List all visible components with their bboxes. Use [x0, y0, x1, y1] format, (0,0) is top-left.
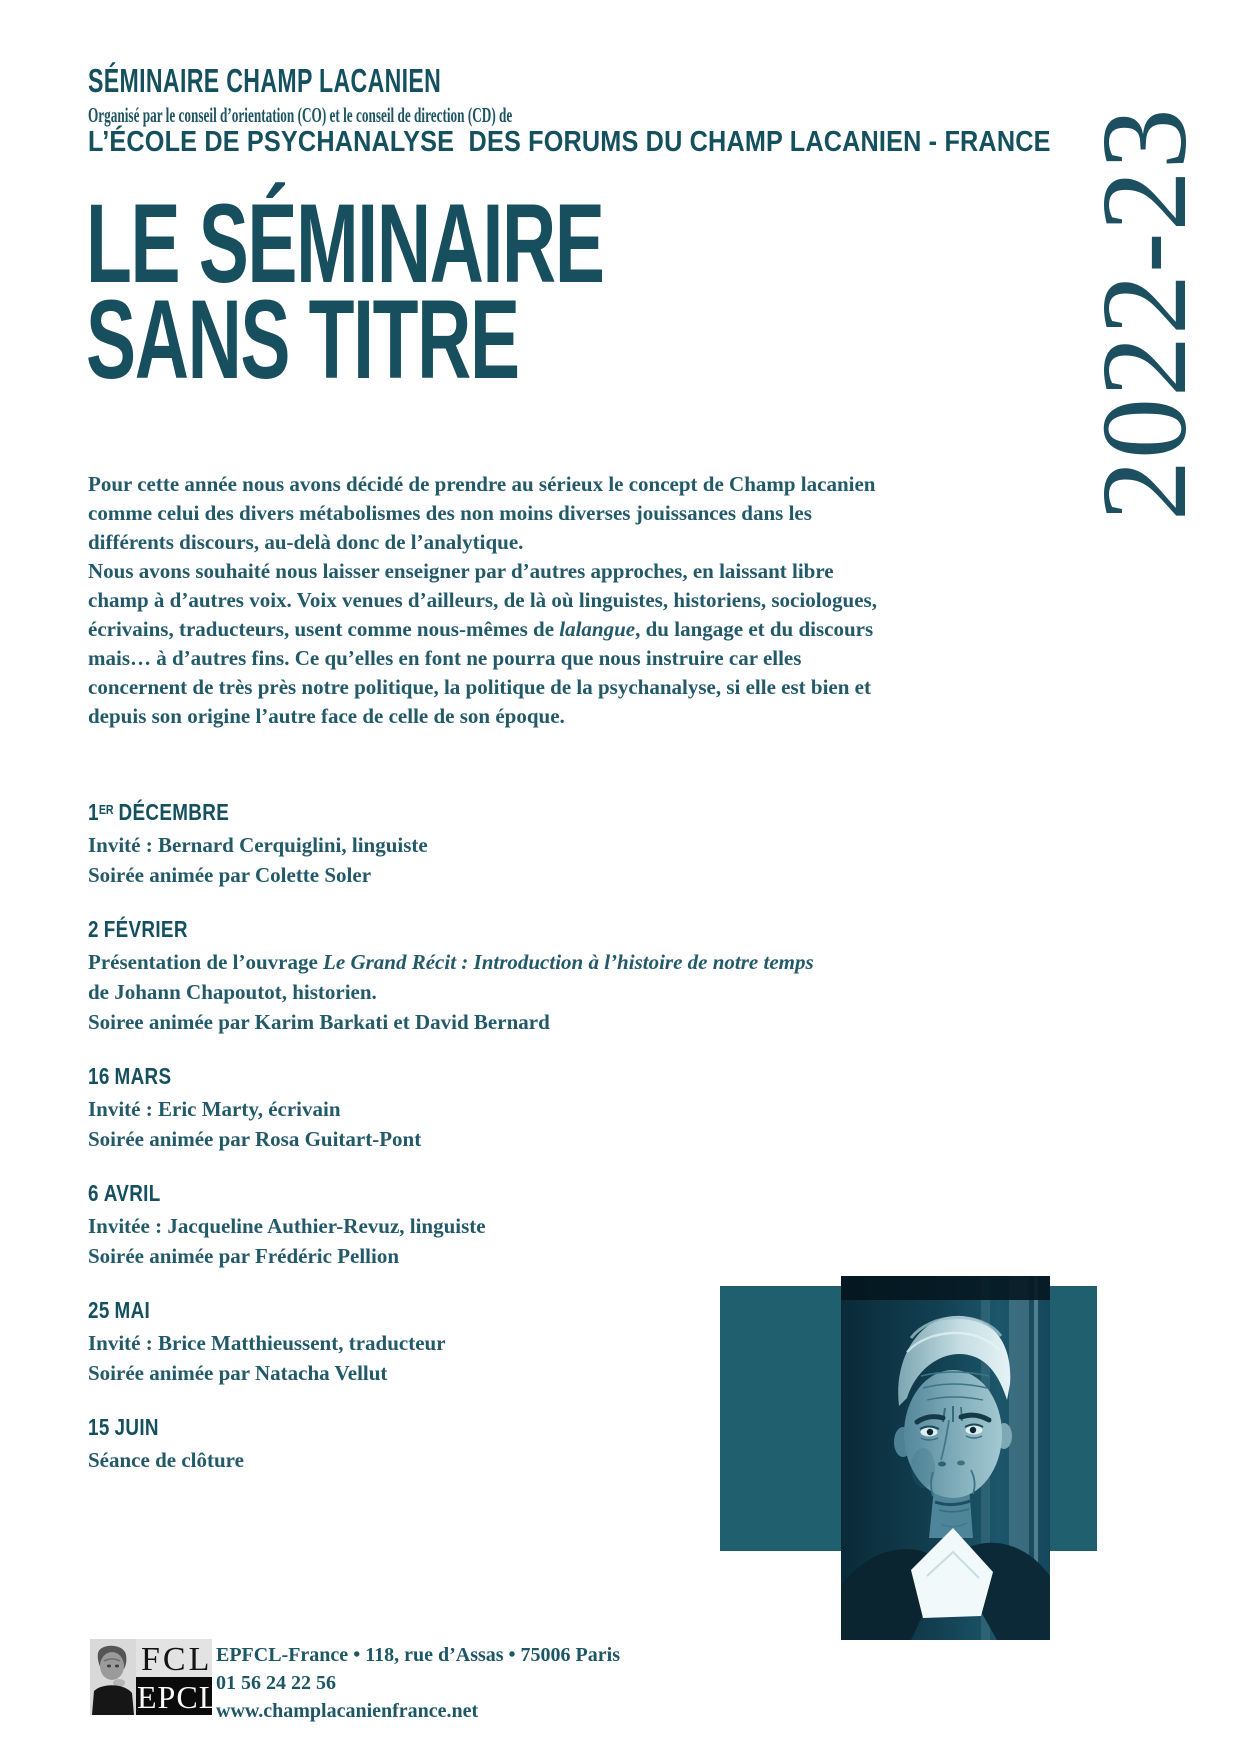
date-number: 25 — [88, 1297, 110, 1323]
intro-line: depuis son origine l’autre face de celle de son époque. — [88, 704, 565, 728]
schedule-host-line: Soirée animée par Rosa Guitart-Pont — [88, 1127, 422, 1151]
date-number: 1 — [88, 799, 99, 825]
epfcl-logo-image — [90, 1639, 212, 1715]
date-month: MARS — [114, 1063, 172, 1089]
schedule-date — [88, 1180, 683, 1206]
schedule-item-juin — [88, 1414, 814, 1475]
intro-line — [88, 615, 877, 644]
schedule-item-avril — [88, 1180, 814, 1271]
schedule-guest-line2: de Johann Chapoutot, historien. — [88, 980, 377, 1004]
year-badge-text: 2022-23 — [1077, 107, 1212, 521]
schedule-date — [88, 797, 683, 825]
date-month: JUIN — [114, 1414, 159, 1440]
year-badge — [1077, 37, 1212, 521]
main-title — [86, 181, 604, 402]
intro-line: champ à d’autres voix. Voix venues d’ailleurs, de là où linguistes, historiens, sociologues, — [88, 588, 877, 612]
svg-text:FCL: FCL — [141, 1641, 212, 1678]
schedule-list — [88, 797, 814, 1501]
date-number: 16 — [88, 1063, 110, 1089]
schedule-guest-line: Invité : Bernard Cerquiglini, linguiste — [88, 833, 428, 857]
intro-line: comme celui des divers métabolismes des non moins diverses jouissances dans les — [88, 501, 812, 525]
schedule-guest-line: Invitée : Jacqueline Authier-Revuz, linguiste — [88, 1214, 486, 1238]
intro-line: Nous avons souhaité nous laisser enseigner par d’autres approches, en laissant libre — [88, 559, 834, 583]
schedule-host-line: Soirée animée par Natacha Vellut — [88, 1361, 388, 1385]
date-number: 2 — [88, 916, 99, 942]
schedule-item-mars — [88, 1063, 814, 1154]
intro-paragraph — [88, 470, 877, 731]
footer-address: EPFCL-France • 118, rue d’Assas • 75006 Paris — [216, 1644, 620, 1666]
schedule-date — [88, 1297, 683, 1323]
header-title: SÉMINAIRE CHAMP LACANIEN — [88, 62, 442, 99]
date-number: 6 — [88, 1180, 99, 1206]
footer-contact — [216, 1641, 620, 1725]
date-number: 15 — [88, 1414, 110, 1440]
svg-text:EPCL: EPCL — [137, 1679, 212, 1715]
lacan-portrait-image — [841, 1276, 1050, 1640]
intro-line: Pour cette année nous avons décidé de prendre au sérieux le concept de Champ lacanien — [88, 472, 876, 496]
schedule-host-line: Soirée animée par Frédéric Pellion — [88, 1244, 400, 1268]
schedule-date — [88, 916, 683, 942]
date-ordinal-sup: ER — [98, 802, 114, 817]
header-subtitle: Organisé par le conseil d’orientation (CO) et le conseil de direction (CD) de — [88, 103, 513, 127]
intro-line-italic-segment: lalangue — [559, 617, 636, 641]
intro-line-segment: , du langage et du discours — [635, 617, 874, 641]
schedule-item-decembre — [88, 797, 814, 890]
schedule-guest-line: Invité : Brice Matthieussent, traducteur — [88, 1331, 446, 1355]
schedule-item-fevrier — [88, 916, 814, 1037]
main-title-line1: LE SÉMINAIRE — [86, 181, 604, 306]
book-title-italic: Le Grand Récit : Introduction à l’histoire de notre temps — [323, 950, 814, 974]
intro-line-segment: écrivains, traducteurs, usent comme nous-mêmes de — [88, 617, 560, 641]
schedule-host-line: Soiree animée par Karim Barkati et David Bernard — [88, 1010, 550, 1034]
epfcl-logo — [90, 1639, 212, 1715]
date-month: AVRIL — [103, 1180, 161, 1206]
intro-line: mais… à d’autres fins. Ce qu’elles en font ne pourra que nous instruire car elles — [88, 646, 802, 670]
schedule-host-line: Soirée animée par Colette Soler — [88, 863, 372, 887]
intro-line: concernent de très près notre politique, la politique de la psychanalyse, si elle est bien et — [88, 675, 871, 699]
date-month: MAI — [114, 1297, 151, 1323]
schedule-guest-line: Invité : Eric Marty, écrivain — [88, 1097, 341, 1121]
footer-phone: 01 56 24 22 56 — [216, 1672, 336, 1694]
main-title-line2: SANS TITRE — [86, 277, 519, 402]
header-org-line: L’ÉCOLE DE PSYCHANALYSE DES FORUMS DU CHAMP LACANIEN - FRANCE — [88, 126, 1051, 158]
date-month: FÉVRIER — [103, 916, 188, 942]
schedule-guest-line — [88, 947, 814, 977]
date-month: DÉCEMBRE — [118, 799, 230, 825]
schedule-date — [88, 1063, 683, 1089]
schedule-line-segment: Présentation de l’ouvrage — [88, 950, 324, 974]
footer-website: www.champlacanienfrance.net — [216, 1700, 479, 1722]
lacan-photo — [841, 1276, 1050, 1640]
schedule-date — [88, 1414, 683, 1440]
schedule-closing-line: Séance de clôture — [88, 1448, 244, 1472]
intro-line: différents discours, au-delà donc de l’analytique. — [88, 530, 524, 554]
schedule-item-mai — [88, 1297, 814, 1388]
